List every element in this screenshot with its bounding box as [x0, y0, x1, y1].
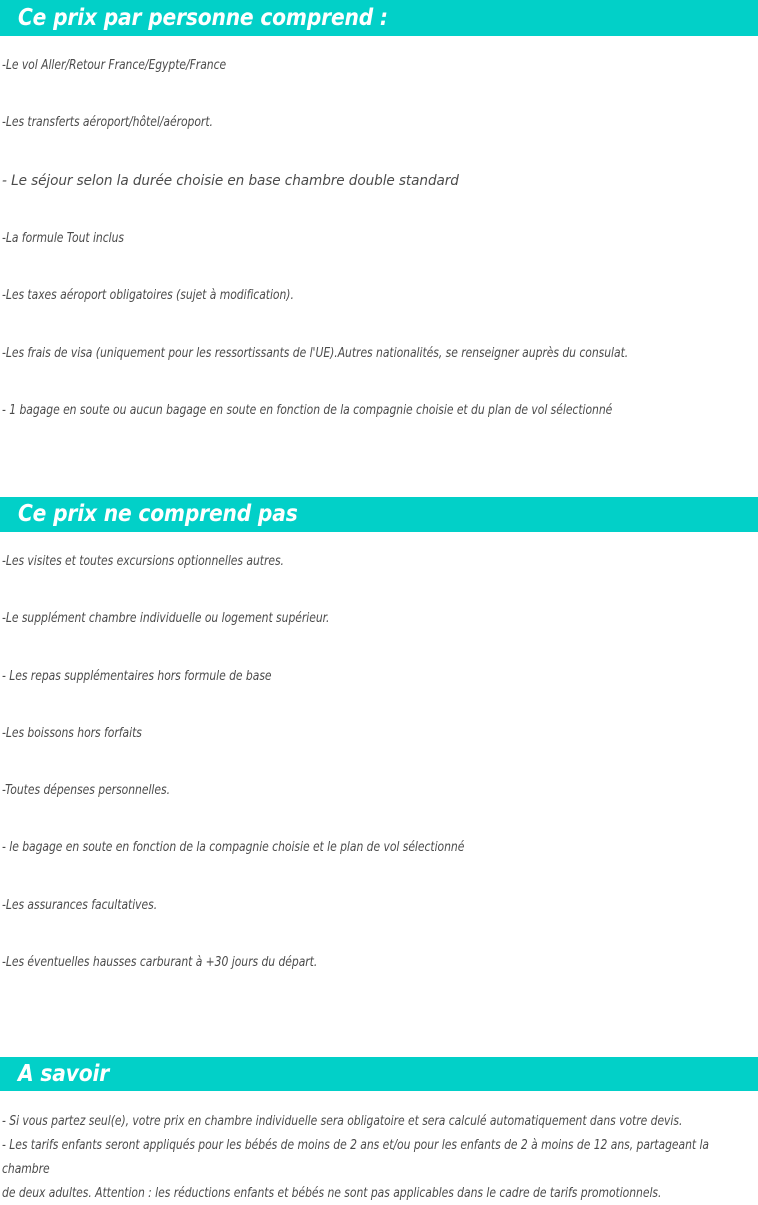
- list-item: - Les repas supplémentaires hors formule de base: [2, 667, 272, 684]
- section-title-not-included: Ce prix ne comprend pas: [18, 501, 298, 528]
- section-body-included: [0, 57, 758, 419]
- list-item: - Le séjour selon la durée choisie en base chambre double standard: [2, 172, 459, 189]
- list-item: -Les visites et toutes excursions optionnelles autres.: [2, 553, 284, 570]
- list-item: -Les frais de visa (uniquement pour les ressortissants de l'UE).Autres nationalités, se renseigner auprès du consulat.: [2, 344, 629, 361]
- list-item: - 1 bagage en soute ou aucun bagage en soute en fonction de la compagnie choisie et du plan de vol sélectionné: [2, 401, 613, 418]
- section-header-not-included: [0, 497, 758, 532]
- paragraph: de deux adultes. Attention : les réductions enfants et bébés ne sont pas applicables dans le cadre de tarifs promotionnels.: [2, 1185, 662, 1202]
- list-item: - le bagage en soute en fonction de la compagnie choisie et le plan de vol sélectionné: [2, 839, 465, 856]
- list-item: -Les assurances facultatives.: [2, 896, 158, 913]
- section-header-included: [0, 0, 758, 36]
- paragraph: - Les tarifs enfants seront appliqués pour les bébés de moins de 2 ans et/ou pour les enfants de 2 à moins de 12 ans, partageant la chambre: [2, 1137, 709, 1178]
- section-title-included: Ce prix par personne comprend :: [18, 4, 388, 31]
- list-item: -Les boissons hors forfaits: [2, 724, 142, 741]
- section-spacer: [0, 419, 758, 497]
- section-body-not-included: [0, 553, 758, 971]
- list-item: -Le vol Aller/Retour France/Egypte/France: [2, 57, 227, 73]
- list-item: -Les éventuelles hausses carburant à +30 jours du départ.: [2, 954, 318, 970]
- section-body-to-know: [0, 1091, 758, 1205]
- section-header-to-know: [0, 1057, 758, 1091]
- list-item: -Le supplément chambre individuelle ou logement supérieur.: [2, 610, 330, 627]
- list-item: -Les taxes aéroport obligatoires (sujet à modification).: [2, 287, 294, 304]
- list-item: -La formule Tout inclus: [2, 230, 124, 247]
- list-item: -Les transferts aéroport/hôtel/aéroport.: [2, 114, 213, 131]
- section-spacer: [0, 971, 758, 1057]
- list-item: -Toutes dépenses personnelles.: [2, 782, 170, 799]
- section-title-to-know: A savoir: [18, 1060, 110, 1087]
- paragraph: - Si vous partez seul(e), votre prix en chambre individuelle sera obligatoire et sera calculé automatiquement dans votre devis.: [2, 1113, 683, 1130]
